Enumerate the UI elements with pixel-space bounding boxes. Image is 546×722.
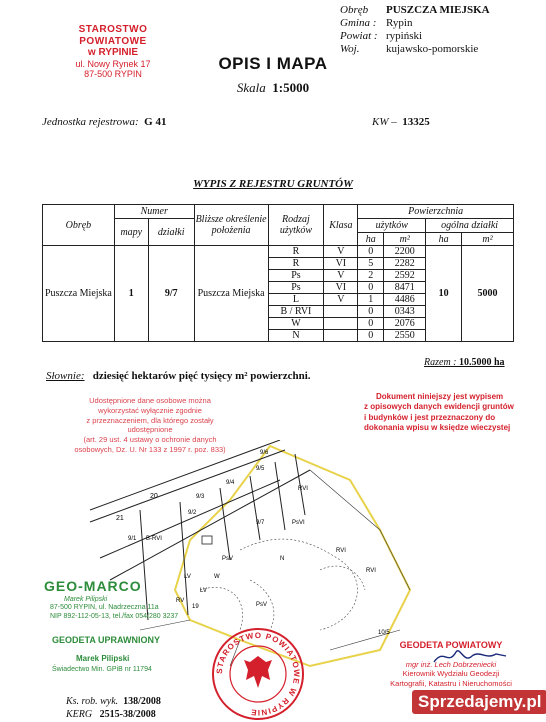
th-obreb: Obręb bbox=[43, 205, 115, 246]
th-m2b: m² bbox=[462, 233, 514, 246]
slownie-line bbox=[46, 370, 311, 382]
cell-ha: 0 bbox=[358, 330, 384, 342]
map-label-9-4: 9/4 bbox=[226, 480, 235, 486]
cell-total-ha: 10 bbox=[426, 246, 462, 342]
signature bbox=[430, 644, 510, 668]
notice-left-line: wykorzystać wyłącznie zgodnie bbox=[98, 405, 202, 415]
th-m2: m² bbox=[384, 233, 426, 246]
notice-left-line: udostępnione bbox=[127, 425, 173, 435]
unit-value: G 41 bbox=[144, 116, 167, 128]
county-surveyor-name: mgr inż. Lech Dobrzeniecki bbox=[405, 659, 497, 669]
th-mapy: mapy bbox=[114, 219, 148, 246]
cell-ha: 0 bbox=[358, 282, 384, 294]
kerg-line bbox=[66, 709, 161, 722]
map-label-9-5: 9/5 bbox=[256, 466, 265, 472]
cell-dzialki: 9/7 bbox=[148, 246, 194, 342]
cell-klasa: VI bbox=[324, 282, 358, 294]
map-label-rvi: RVI bbox=[298, 486, 308, 492]
map-label-rv: RV bbox=[176, 598, 185, 604]
cell-m2: 2076 bbox=[384, 318, 426, 330]
table-row bbox=[43, 246, 514, 258]
cell-m2: 4486 bbox=[384, 294, 426, 306]
surveyor-license: Świadectwo Min. GPiB nr 11794 bbox=[52, 665, 152, 673]
geo-marco-nip: NIP 892-112-05-13, tel./fax 054/280 3237 bbox=[50, 613, 179, 620]
th-ogolna: ogólna działki bbox=[426, 219, 514, 233]
notice-right-line: dokonania wpisu w księdze wieczystej bbox=[364, 423, 511, 433]
register-table-wrap bbox=[42, 204, 514, 342]
notice-left-line: osobowych, Dz. U. Nr 133 z 1997 r. poz. 833) bbox=[74, 444, 226, 454]
cell-m2: 2550 bbox=[384, 330, 426, 342]
extract-title: WYPIS Z REJESTRU GRUNTÓW bbox=[193, 178, 353, 190]
notice-right-line: Dokument niniejszy jest wypisem bbox=[376, 392, 504, 401]
powiat-value: rypiński bbox=[386, 30, 423, 42]
gmina-row bbox=[340, 17, 540, 30]
kw-label: KW – bbox=[372, 116, 397, 128]
cell-m2: 0343 bbox=[384, 306, 426, 318]
map-label-rvi: RVI bbox=[366, 568, 376, 574]
scale-value: 1:5000 bbox=[272, 80, 310, 95]
map-label-n: N bbox=[280, 556, 285, 562]
th-ha2: ha bbox=[426, 233, 462, 246]
cell-rodzaj: W bbox=[268, 318, 324, 330]
notice-left-line: (art. 29 ust. 4 ustawy o ochronie danych bbox=[83, 435, 217, 444]
cell-klasa: V bbox=[324, 246, 358, 258]
scale-label: Skala bbox=[236, 80, 266, 95]
notice-left-line: z przeznaczeniem, dla którego zostały bbox=[86, 415, 214, 425]
unit-label: Jednostka rejestrowa: bbox=[42, 116, 139, 128]
cell-rodzaj: R bbox=[268, 258, 324, 270]
official-round-seal bbox=[210, 626, 306, 722]
obreb-row bbox=[340, 4, 540, 17]
cell-rodzaj: B / RVI bbox=[268, 306, 324, 318]
map-label-b-rvi: B-RVI bbox=[146, 536, 162, 542]
header-info bbox=[340, 4, 540, 56]
razem-value: 10.5000 ha bbox=[459, 357, 505, 368]
geo-marco-address: 87-500 RYPIN, ul. Nadrzeczna 11a bbox=[50, 604, 159, 612]
cell-obreb: Puszcza Miejska bbox=[43, 246, 115, 342]
cell-ha: 0 bbox=[358, 318, 384, 330]
seal-text: STAROSTWO POWIATOWE W RYPINIE bbox=[214, 630, 302, 718]
th-dzialki: działki bbox=[148, 219, 194, 246]
cell-ha: 1 bbox=[358, 294, 384, 306]
cell-klasa: V bbox=[324, 270, 358, 282]
cell-ha: 2 bbox=[358, 270, 384, 282]
th-klasa: Klasa bbox=[324, 205, 358, 246]
kerg-value: 2515-38/2008 bbox=[99, 708, 156, 720]
site-watermark: Sprzedajemy.pl bbox=[412, 690, 546, 714]
kerg-label: KERG bbox=[66, 708, 93, 720]
razem-line bbox=[424, 357, 505, 368]
cell-rodzaj: N bbox=[268, 330, 324, 342]
cell-klasa bbox=[324, 330, 358, 342]
cell-klasa: V bbox=[324, 294, 358, 306]
map-label-10-5: 10/5 bbox=[378, 630, 390, 636]
cell-m2: 2592 bbox=[384, 270, 426, 282]
cell-klasa bbox=[324, 318, 358, 330]
cell-rodzaj: Ps bbox=[268, 282, 324, 294]
cell-ha: 0 bbox=[358, 246, 384, 258]
scale bbox=[0, 80, 546, 96]
ks-rob-value: 138/2008 bbox=[123, 696, 161, 707]
map-label-21: 21 bbox=[116, 515, 124, 522]
kw-value: 13325 bbox=[402, 116, 430, 128]
th-ha: ha bbox=[358, 233, 384, 246]
map-label-lv: LV bbox=[200, 588, 207, 594]
licensed-surveyor-stamp bbox=[52, 634, 192, 674]
powiat-label: Powiat : bbox=[340, 30, 378, 42]
map-label-psvi: PsVI bbox=[292, 520, 305, 526]
surveyor-title: GEODETA UPRAWNIONY bbox=[52, 635, 161, 645]
map-label-psv: PsV bbox=[222, 556, 234, 562]
notice-left-line: Udostępnione dane osobowe można bbox=[89, 396, 211, 405]
county-surveyor-role: Kierownik Wydziału Geodezji bbox=[402, 669, 500, 679]
cell-klasa bbox=[324, 306, 358, 318]
notice-right-line: i budynków i jest przeznaczony do bbox=[364, 412, 496, 422]
slownie-value: dziesięć hektarów pięć tysięcy m² powierzchni. bbox=[92, 370, 311, 382]
cell-total-m2: 5000 bbox=[462, 246, 514, 342]
eagle-emblem-icon bbox=[244, 656, 272, 688]
th-powierzchnia: Powierzchnia bbox=[358, 205, 514, 219]
office-stamp-line3: ul. Nowy Rynek 17 bbox=[75, 58, 151, 69]
cell-mapy: 1 bbox=[114, 246, 148, 342]
office-stamp-line4: 87-500 RYPIN bbox=[84, 68, 142, 79]
county-surveyor-dept: Kartografii, Katastru i Nieruchomości bbox=[390, 679, 512, 689]
cell-klasa: VI bbox=[324, 258, 358, 270]
th-numer: Numer bbox=[114, 205, 194, 219]
cell-m2: 8471 bbox=[384, 282, 426, 294]
th-uzytkow: użytków bbox=[358, 219, 426, 233]
geo-marco-name: GEO-MARCO bbox=[44, 578, 142, 594]
razem-label: Razem : bbox=[424, 357, 457, 368]
purpose-notice bbox=[364, 392, 546, 434]
geo-marco-person: Marek Pilipski bbox=[64, 595, 108, 603]
cell-m2: 2200 bbox=[384, 246, 426, 258]
obreb-label: Obręb bbox=[340, 4, 369, 16]
map-label-rvi: RVI bbox=[336, 548, 346, 554]
th-rodzaj: Rodzaj użytków bbox=[268, 205, 324, 246]
cell-ha: 5 bbox=[358, 258, 384, 270]
woj-value: kujawsko-pomorskie bbox=[386, 43, 479, 55]
th-blizsze: Bliższe określenie położenia bbox=[194, 205, 268, 246]
register-table bbox=[42, 204, 514, 342]
slownie-label: Słownie: bbox=[46, 370, 85, 382]
map-label-9-3: 9/3 bbox=[196, 494, 205, 500]
cell-rodzaj: L bbox=[268, 294, 324, 306]
unit-line bbox=[42, 116, 166, 128]
cell-rodzaj: Ps bbox=[268, 270, 324, 282]
gmina-value: Rypin bbox=[386, 17, 413, 29]
cell-polozenie: Puszcza Miejska bbox=[194, 246, 268, 342]
geo-marco-stamp bbox=[44, 578, 184, 622]
surveyor-name: Marek Pilipski bbox=[76, 654, 130, 664]
cell-rodzaj: R bbox=[268, 246, 324, 258]
page-title: OPIS I MAPA bbox=[218, 54, 328, 73]
obreb-value: PUSZCZA MIEJSKA bbox=[386, 4, 490, 16]
map-label-9-6: 9/6 bbox=[260, 450, 269, 456]
ks-rob-label: Ks. rob. wyk. bbox=[66, 696, 119, 707]
office-stamp-line2: w RYPINIE bbox=[87, 47, 139, 58]
map-label-9-7: 9/7 bbox=[256, 520, 265, 526]
map-label-9-1: 9/1 bbox=[128, 536, 137, 542]
footer-refs bbox=[66, 696, 161, 721]
map-label-19: 19 bbox=[192, 604, 199, 610]
woj-label: Woj. bbox=[340, 43, 360, 55]
powiat-row bbox=[340, 30, 540, 43]
map-label-lv: LV bbox=[184, 574, 191, 580]
gmina-label: Gmina : bbox=[340, 17, 377, 29]
office-stamp-line1: STAROSTWO POWIATOWE bbox=[78, 24, 148, 47]
kw-line bbox=[372, 116, 430, 128]
county-surveyor-title: GEODETA POWIATOWY bbox=[399, 640, 503, 650]
cell-ha: 0 bbox=[358, 306, 384, 318]
map-label-psv: PsV bbox=[256, 602, 268, 608]
cell-m2: 2282 bbox=[384, 258, 426, 270]
map-label-w: W bbox=[214, 574, 220, 580]
notice-right-line: z opisowych danych ewidencji gruntów bbox=[364, 402, 514, 412]
map-label-9-2: 9/2 bbox=[188, 510, 197, 516]
ks-rob-line bbox=[66, 696, 161, 709]
map-label-20: 20 bbox=[150, 493, 158, 500]
